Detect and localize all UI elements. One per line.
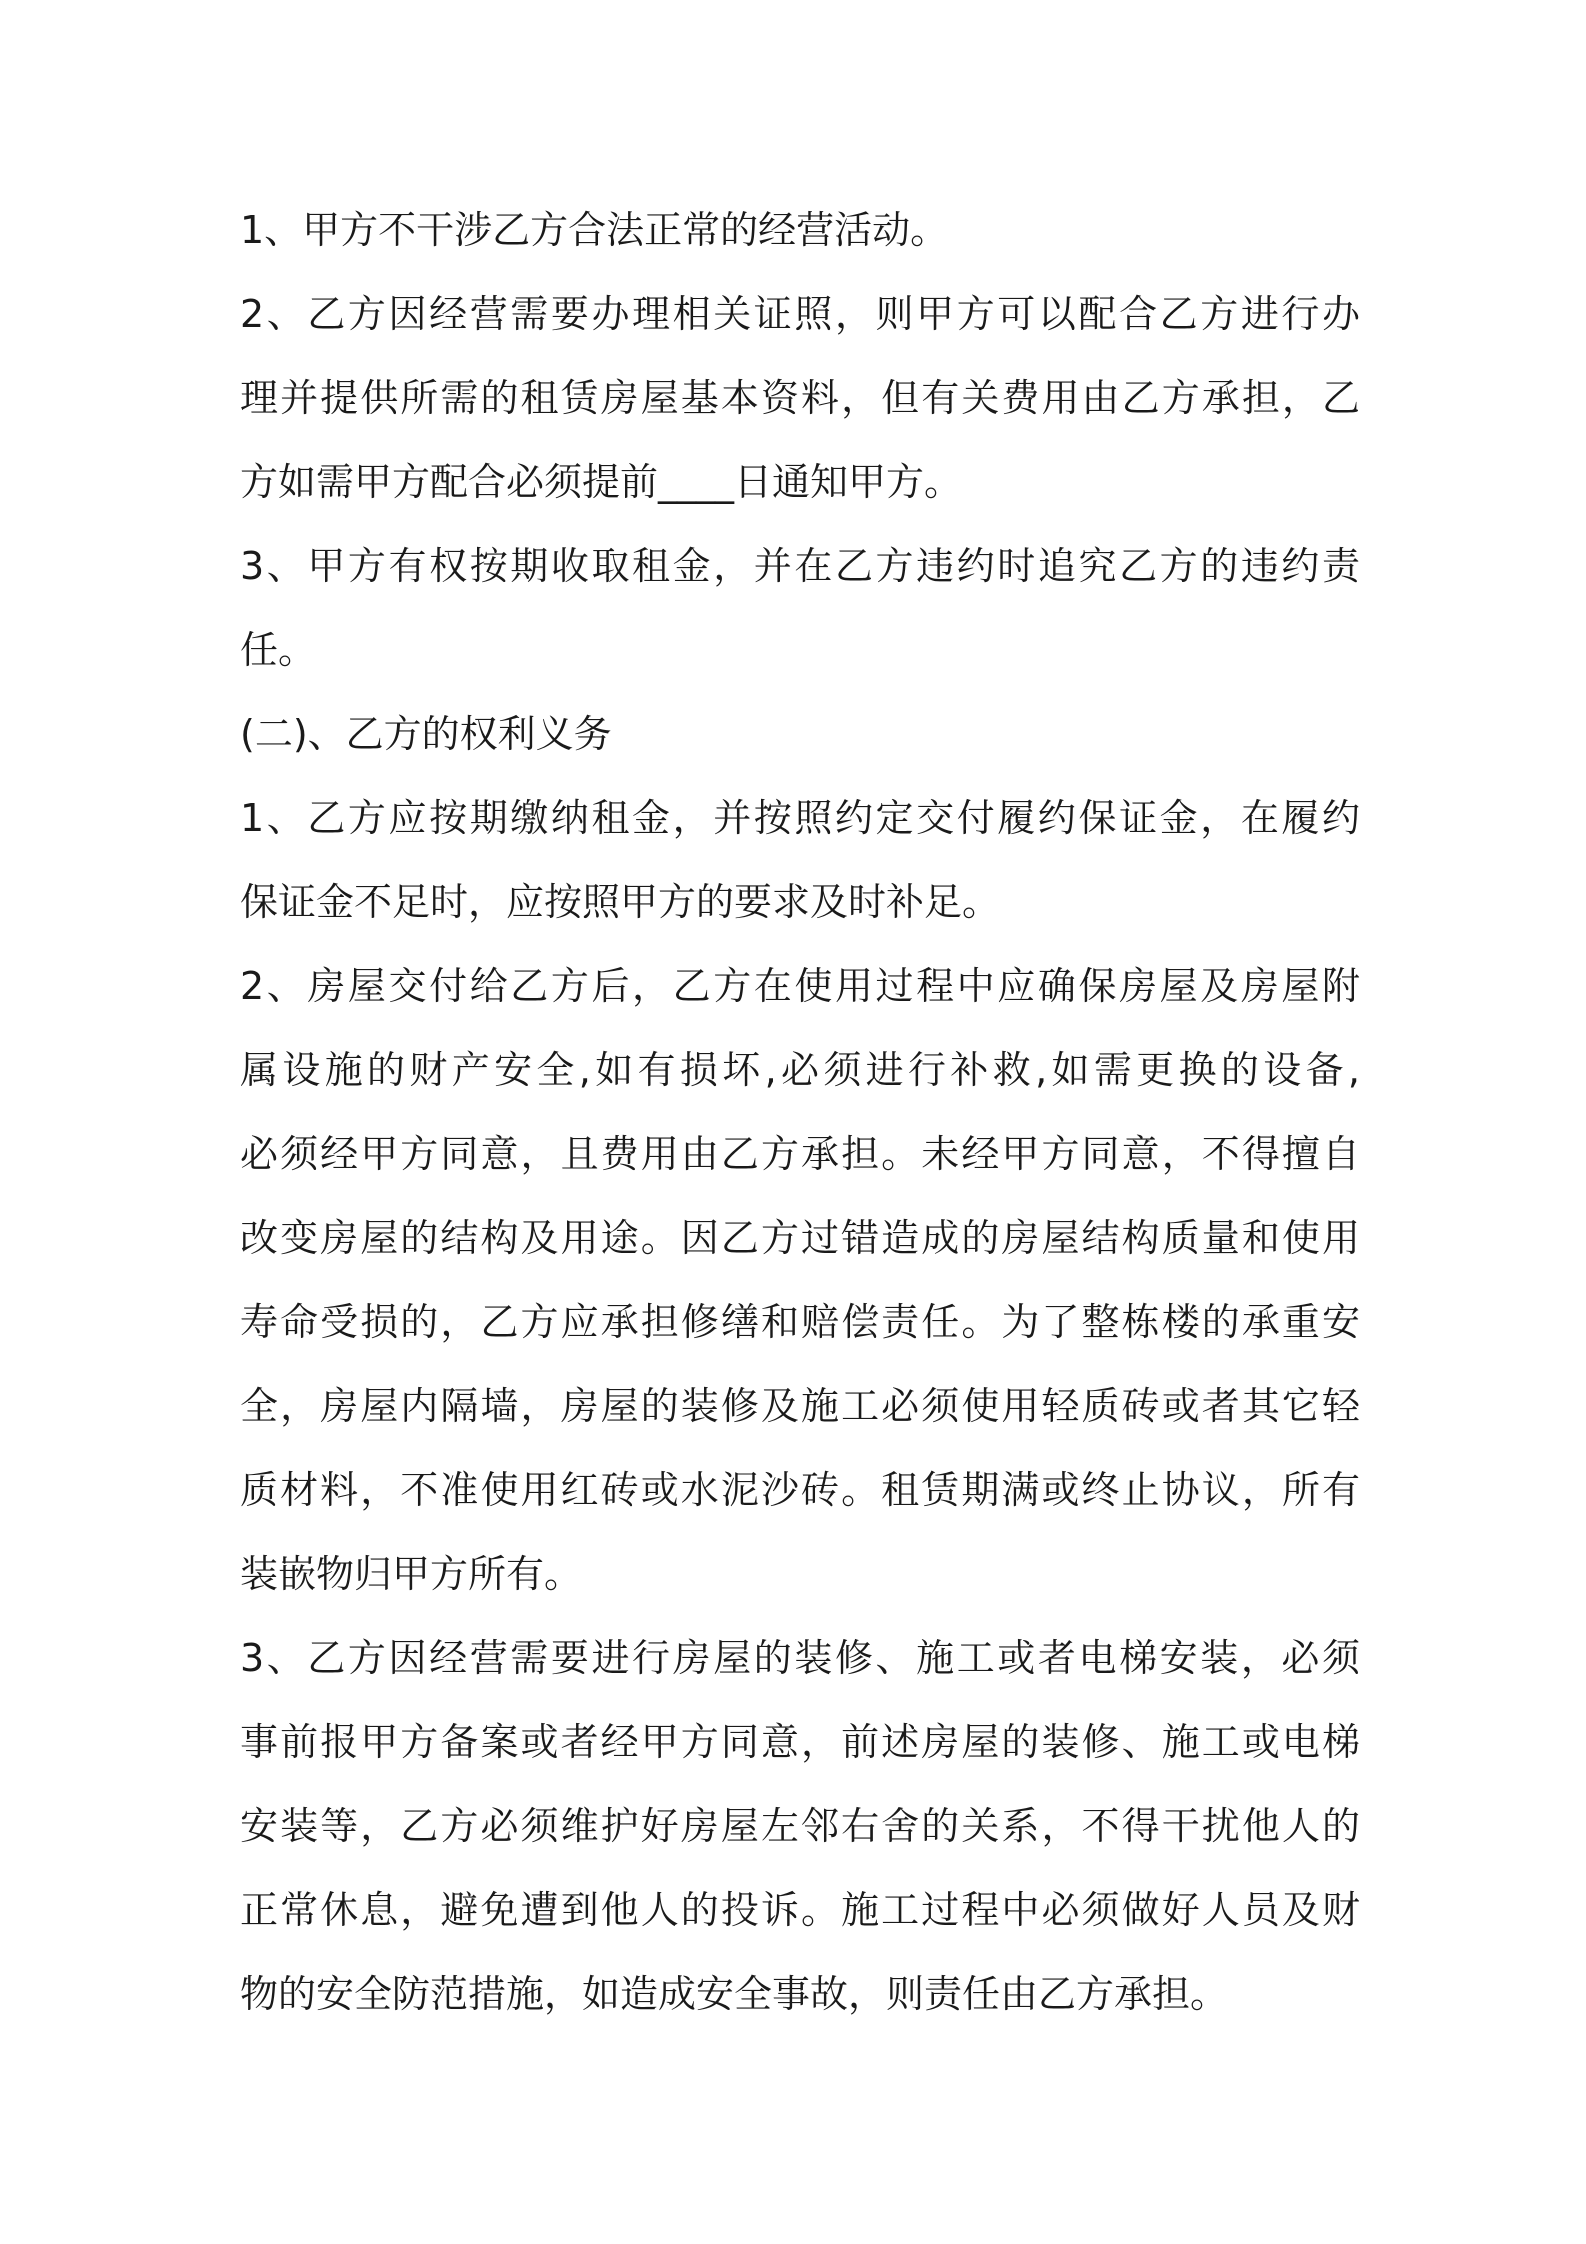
text-line-17: 装嵌物归甲方所有。 [240, 1552, 583, 1596]
text-line-19: 事前报甲方备案或者经甲方同意，前述房屋的装修、施工或电梯 [240, 1720, 1360, 1764]
text-line-3: 理并提供所需的租赁房屋基本资料，但有关费用由乙方承担，乙 [240, 376, 1360, 420]
contract-body-text [240, 188, 1360, 2036]
text-line-22: 物的安全防范措施，如造成安全事故，则责任由乙方承担。 [240, 1972, 1229, 2016]
text-line-14: 寿命受损的，乙方应承担修缮和赔偿责任。为了整栋楼的承重安 [240, 1300, 1360, 1344]
text-line-6: 任。 [240, 628, 317, 672]
text-line-4: 方如需甲方配合必须提前____日通知甲方。 [240, 460, 963, 504]
text-line-1: 1、甲方不干涉乙方合法正常的经营活动。 [240, 208, 949, 252]
text-line-15: 全，房屋内隔墙，房屋的装修及施工必须使用轻质砖或者其它轻 [240, 1384, 1360, 1428]
text-line-8: 1、乙方应按期缴纳租金，并按照约定交付履约保证金，在履约 [240, 796, 1360, 840]
text-line-21: 正常休息，避免遭到他人的投诉。施工过程中必须做好人员及财 [240, 1888, 1360, 1932]
text-line-9: 保证金不足时，应按照甲方的要求及时补足。 [240, 880, 1001, 924]
text-line-11: 属设施的财产安全,如有损坏,必须进行补救,如需更换的设备, [240, 1048, 1360, 1092]
section-heading-party-b: (二)、乙方的权利义务 [240, 712, 612, 756]
text-line-2: 2、乙方因经营需要办理相关证照，则甲方可以配合乙方进行办 [240, 292, 1360, 336]
text-line-12: 必须经甲方同意，且费用由乙方承担。未经甲方同意，不得擅自 [240, 1132, 1360, 1176]
text-line-10: 2、房屋交付给乙方后，乙方在使用过程中应确保房屋及房屋附 [240, 964, 1360, 1008]
text-line-5: 3、甲方有权按期收取租金，并在乙方违约时追究乙方的违约责 [240, 544, 1360, 588]
text-line-16: 质材料，不准使用红砖或水泥沙砖。租赁期满或终止协议，所有 [240, 1468, 1360, 1512]
text-line-20: 安装等，乙方必须维护好房屋左邻右舍的关系，不得干扰他人的 [240, 1804, 1360, 1848]
text-line-13: 改变房屋的结构及用途。因乙方过错造成的房屋结构质量和使用 [240, 1216, 1360, 1260]
text-line-18: 3、乙方因经营需要进行房屋的装修、施工或者电梯安装，必须 [240, 1636, 1360, 1680]
